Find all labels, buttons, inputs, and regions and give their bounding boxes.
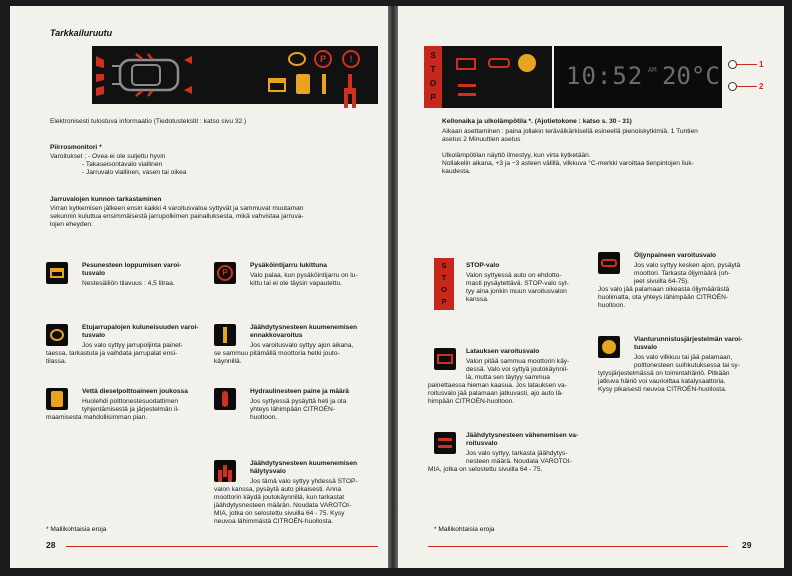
item-body: Jos valo vilkkuu tai jää palamaan,: [634, 354, 733, 361]
water-in-fuel-icon: [296, 74, 310, 94]
item-body: polttonesteen suihkutuksessa tai sy-: [634, 362, 740, 369]
item-title: Jäähdytysnesteen vähenemisen va-: [466, 432, 579, 439]
item-body: masti pysäytettävä. STOP-valo syt-: [466, 280, 569, 287]
item-title: Pesunesteen loppumisen varoi-: [82, 262, 182, 269]
clock-display: [554, 46, 722, 108]
item-body: Valo palaa, kun pysäköintijarru on lu-: [250, 272, 358, 279]
item-body: tilassa.: [46, 358, 67, 365]
item-body: huoltoon.: [598, 302, 626, 309]
clock-section-line: asetus 2 Minuuttien asetus: [442, 136, 521, 143]
page-rule: [428, 546, 728, 547]
clock-section-line: Aikaan asettaminen : paina jollakin terävälkärkisellä esineellä pienoiskytkimiä. 1 Tuntien: [442, 128, 698, 135]
item-body: jäähdytysnesteen määrän. Noudata VAROTOI-: [214, 502, 352, 509]
monitor-title: Piirrosmonitori *: [50, 144, 102, 151]
item-body: Jos syttyessä pysäyttä heti ja ota: [250, 398, 347, 405]
item-body: painettaessa hieman kaasua. Jos latauksen va-: [428, 382, 567, 389]
item-body: Valon pitää sammua moottorin käy-: [466, 358, 570, 365]
oil-pressure-icon: [488, 58, 510, 68]
clock-section-title: Kellonaika ja ulkolämpötila *. (Ajotietokone : katso s. 30 - 31): [442, 118, 632, 125]
item-title: Jäähdytysnesteen kuumenemisen: [250, 460, 358, 467]
page-left: [10, 6, 388, 568]
item-body: Nestesäiliön tilavuus : 4,5 litraa.: [82, 280, 175, 287]
item-body: himpään CITROËN-huoltoon.: [428, 398, 515, 405]
oil-pressure-icon: [598, 252, 620, 274]
clock-section-line: kaudesta.: [442, 168, 471, 175]
coolant-level-icon: [434, 432, 456, 454]
stop-letter: O: [429, 79, 437, 88]
item-body: nesteen määrä. Noudata VAROTOI-: [466, 458, 572, 465]
outside-temp: 20°C: [662, 62, 720, 90]
item-body: Jos valo syttyy, tarkasta jäähdytys-: [466, 450, 568, 457]
item-body: valon kanssa, pysäytä auto pikaisesti. Anna: [214, 486, 342, 493]
coolant-temp-icon: [322, 74, 326, 94]
item-body: roitusvalo jää palamaan jatkuvasti, ajo auto lä-: [428, 390, 564, 397]
item-title: Vianturunnistusjärjestelmän varoi-: [634, 336, 743, 343]
instrument-panel: [92, 46, 378, 104]
brake-icon: !: [342, 50, 360, 68]
panel-caption: Elektronisesti tulostuva informaatio (Tiedotustekstit : katso sivu 32.): [50, 118, 247, 125]
item-body: yhteys lähimpään CITROËN-: [250, 406, 336, 413]
item-body: Kysy pikaisesti neuvoa CITROËN-huollosta.: [598, 386, 727, 393]
item-body: MIA, jotka on selostettu sivuilla 64 - 75. Kysy: [214, 510, 345, 517]
minute-set-button[interactable]: [728, 82, 737, 91]
item-title: Vettä dieselpolttoaineen joukossa: [82, 388, 188, 395]
stop-letter: S: [430, 51, 436, 60]
stop-letter: O: [441, 285, 447, 294]
stop-icon: [434, 258, 454, 310]
item-body: Huolehdi polttonestesuodattimen: [82, 398, 179, 405]
item-title: Pysäköintijarru lukittuna: [250, 262, 327, 269]
item-title: roitusvalo: [466, 440, 498, 447]
page-number: 28: [46, 540, 56, 550]
item-body: huoltoon.: [250, 414, 278, 421]
item-title: Etujarrupalojen kuluneisuuden varoi-: [82, 324, 199, 331]
item-body: Jos tämä valo syttyy yhdessä STOP-: [250, 478, 358, 485]
item-body: kanssa.: [466, 296, 489, 303]
item-title: Hydraulinesteen paine ja määrä: [250, 388, 349, 395]
brake-check-line: Virran kytkemisen jälkeen ensin kaikki 4 varoitusvaloa syttyvät ja sammuvat muutaman: [50, 205, 304, 212]
brake-pad-icon: [46, 324, 68, 346]
callout-number: 2: [759, 82, 764, 91]
callout-line: [737, 86, 757, 87]
monitor-line: - Takaseisontavalo viallinen: [82, 161, 163, 168]
item-body: tyhjentämisestä ja järjestelmän il-: [82, 406, 180, 413]
battery-icon: [456, 58, 476, 70]
brake-check-line: lojen eheyden.: [50, 221, 93, 228]
item-body: kittu tai ei ole täysin vapautettu.: [250, 280, 343, 287]
clock-section-line: Nollakelin aikana, +3 ja −3 asteen välillä, vilkkuva °C-merkki varoittaa tienpintojen liuk-: [442, 160, 694, 167]
washer-fluid-icon: [46, 262, 68, 284]
stop-letter: S: [441, 261, 447, 270]
footnote: * Mallikohtaisia eroja: [46, 526, 107, 533]
battery-icon: [434, 348, 456, 370]
page-number: 29: [742, 540, 752, 550]
parking-brake-icon: P: [314, 50, 332, 68]
stop-letter: P: [430, 93, 436, 102]
footnote: * Mallikohtaisia eroja: [434, 526, 495, 533]
stop-letter: T: [430, 65, 436, 74]
callout-number: 1: [759, 60, 764, 69]
item-title: hälytysvalo: [250, 468, 286, 475]
clock-am: AM: [648, 66, 657, 74]
item-body: lä, mutta sen täytyy sammua: [466, 374, 550, 381]
coolant-alarm-icon: [348, 74, 352, 94]
item-body: taessa, tarkastuta ja vaihdata jarrupalat ensi-: [46, 350, 178, 357]
item-body: moottori. Tarkasta öljymäärä (oh-: [634, 270, 731, 277]
stop-letter: P: [441, 297, 447, 306]
item-body: tyy aina jonkin muun varoitusvalon: [466, 288, 567, 295]
item-title: ennakkovaroitus: [250, 332, 303, 339]
brake-pad-icon: [288, 52, 306, 66]
item-body: Jos varoitusvalo syttyy ajon aikana,: [250, 342, 354, 349]
item-title: tusvalo: [634, 344, 658, 351]
item-title: tusvalo: [82, 332, 106, 339]
page-rule: [66, 546, 378, 547]
brake-check-title: Jarruvalojen kunnon tarkastaminen: [50, 196, 162, 203]
section-header: Tarkkailuruutu: [50, 28, 113, 38]
item-body: Valon syttyessä auto on ehdotto-: [466, 272, 562, 279]
brake-check-line: sekunnin kuluttua ensimmäisestä jarrupolkimen painalluksesta, mikä vahvistaa jarruva-: [50, 213, 304, 220]
coolant-level-icon: [458, 84, 476, 96]
washer-fluid-icon: [268, 78, 286, 92]
item-body: neuvoa lähimmästä CITROËN-huollosta.: [214, 518, 334, 525]
coolant-temp-icon: [214, 324, 236, 346]
monitor-line: - Jarruvalo viallinen, vasen tai oikea: [82, 169, 187, 176]
engine-diagnostic-icon: [518, 54, 536, 72]
item-title: Latauksen varoitusvalo: [466, 348, 540, 355]
item-body: se sammuu pitämällä moottoria hetki jouto-: [214, 350, 340, 357]
item-body: jatkuva häiriö voi vaurioittaa katalysaattoria.: [598, 378, 726, 385]
item-body: huolimatta, ota yhteys lähimpään CITROËN-: [598, 294, 729, 301]
book-gutter: [388, 6, 398, 568]
item-body: Jos valo syttyy kesken ajon, pysäytä: [634, 262, 741, 269]
item-body: maamisesta mahdollisimman pian.: [46, 414, 148, 421]
page-right: [398, 6, 784, 568]
water-in-fuel-icon: [46, 388, 68, 410]
clock-section-line: Ulkolämpötilan näyttö ilmestyy, kun virta kytketään.: [442, 152, 591, 159]
item-body: MIA, jotka on selostettu sivuilla 64 - 75.: [428, 466, 543, 473]
stop-letter: T: [441, 273, 447, 282]
item-body: Jos valo syttyy jarrupoljinta painet-: [82, 342, 183, 349]
item-body: Jos valo jää palamaan oikeasta öljymäärästä: [598, 286, 730, 293]
hydraulic-fluid-icon: [214, 388, 236, 410]
item-title: Jäähdytysnesteen kuumenemisen: [250, 324, 358, 331]
item-body: tytysjärjestelmässä on toimintahäiriö. Pitkään: [598, 370, 730, 377]
parking-brake-icon: P: [214, 262, 236, 284]
item-body: dessä. Valo voi syttyä joutokäynnil-: [466, 366, 569, 373]
callout-line: [737, 64, 757, 65]
item-title: STOP-valo: [466, 262, 500, 269]
warning-panel: [442, 46, 552, 108]
monitor-line: Varoitukset ; - Ovea ei ole suljettu hyvin: [50, 153, 166, 160]
hour-set-button[interactable]: [728, 60, 737, 69]
car-monitor-graphic: [92, 46, 378, 104]
engine-diagnostic-icon: [598, 336, 620, 358]
coolant-alarm-icon: [214, 460, 236, 482]
item-body: moottorin käydä joutokäynnillä, kun tarkastat: [214, 494, 345, 501]
stop-panel-icon: [424, 46, 442, 108]
clock-time: 10:52: [566, 62, 644, 90]
item-title: tusvalo: [82, 270, 106, 277]
item-title: Öljynpaineen varoitusvalo: [634, 252, 717, 259]
item-body: käynnillä.: [214, 358, 242, 365]
item-body: jeet sivuilla 64-75).: [634, 278, 689, 285]
